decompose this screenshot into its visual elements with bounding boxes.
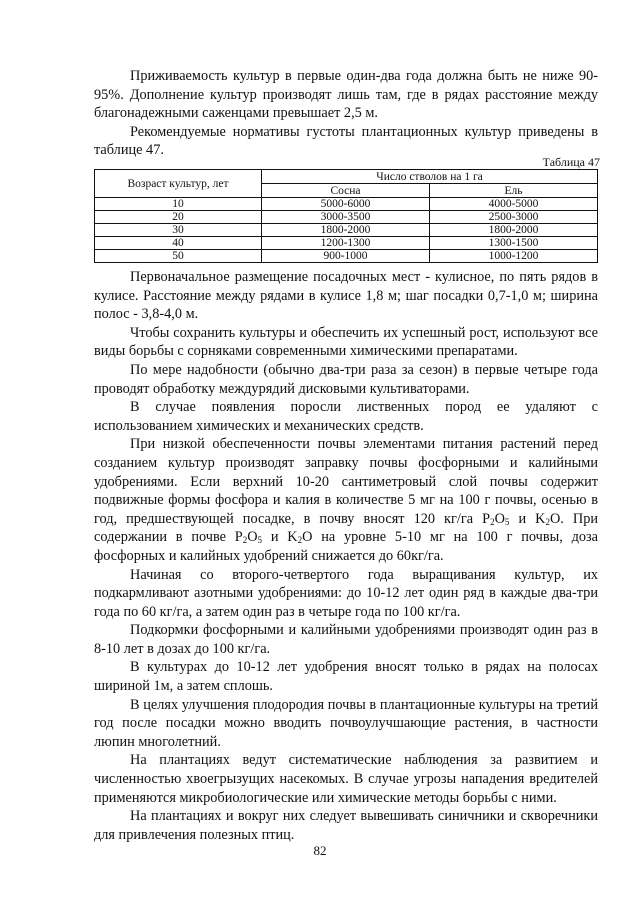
table-row <box>95 224 598 237</box>
paragraph-cultivation: По мере надобности (обычно два-три раза за сезон) в первые четыре года проводят обработку междурядий дисковыми культиваторами. <box>94 361 598 397</box>
density-table <box>94 169 598 263</box>
table-caption: Таблица 47 <box>542 155 600 169</box>
cell-pine: 3000-3500 <box>262 211 430 224</box>
cell-age: 30 <box>95 224 262 237</box>
paragraph-lupin: В целях улучшения плодородия почвы в плантационные культуры на третий год после посадки можно вводить почвоулучшающие растения, в частности люпин многолетний. <box>94 696 598 750</box>
page-number: 82 <box>313 843 327 858</box>
paragraph-rows: В культурах до 10-12 лет удобрения вносят только в рядах на полосах шириной 1м, а затем сплошь. <box>94 659 598 695</box>
paragraph-nitrogen: Начиная со второго-четвертого года выращивания культур, их подкармливают азотными удобрениями: до 10-12 лет один ряд в каждые два-три года по 60 кг/га, а затем один раз в четыре года по 100 кг/га. <box>94 566 598 620</box>
header-trunks: Число стволов на 1 га <box>262 170 598 184</box>
paragraph-fertilizer: При низкой обеспеченности почвы элементами питания растений перед созданием культур производят заправку почвы фосфорными и калийными удобрениями. Если верхний 10-20 сантиметровый слой почвы содержит подвижные формы фосфора и калия в количестве 5 мг на 100 г почвы, осенью в год, предшествующей посадке, в почву вносят 120 кг/га $P_2O_5$ и $K_2O$. При содержании в почве $P_2O_5$ и $K_2O$ на уровне 5-10 мг на 100 г почвы, доза фосфорных и калийных удобрений снижается до 60кг/га. <box>94 436 599 564</box>
cell-pine: 5000-6000 <box>262 198 430 211</box>
formula-p2o5-2: $P_2O_5$ <box>234 529 263 546</box>
paragraph-birds: На плантациях и вокруг них следует вывешивать синичники и скворечники для привлечения полезных птиц. <box>94 808 598 843</box>
fertilizer-text-c: на уровне 5-10 мг на 100 г почвы, доза фосфорных и калийных удобрений снижается до 60кг/га. <box>94 529 598 564</box>
paragraph-sprouts: В случае появления поросли лиственных пород ее удаляют с использованием химических и механических средств. <box>94 399 598 434</box>
paragraph-phosphorus: Подкормки фосфорными и калийными удобрениями производят один раз в 8-10 лет в дозах до 100 кг/га. <box>94 622 598 657</box>
paragraph-survival: Приживаемость культур в первые один-два года должна быть не ниже 90-95%. Дополнение культур производят лишь там, где в рядах расстояние между благонадежными саженцами превышает 2,5 м. <box>94 68 598 122</box>
paragraph-table-ref: Рекомендуемые нормативы густоты плантационных культур приведены в таблице 47. <box>94 123 598 159</box>
cell-age: 20 <box>95 211 262 224</box>
body-text <box>94 268 598 844</box>
fertilizer-text-a: При низкой обеспеченности почвы элементами питания растений перед созданием культур производят заправку почвы фосфорными и калийными удобрениями. Если верхний 10-20 сантиметровый слой почвы содержит подвижные формы фосфора и калия в количестве 5 мг на 100 г почвы, осенью в год, предшествующей посадке, в почву вносят 120 кг/га <box>94 436 598 527</box>
cell-spruce: 2500-3000 <box>430 211 598 224</box>
formula-k2o: $K_2O$. <box>535 510 564 527</box>
intro-text <box>94 67 598 160</box>
cell-spruce: 4000-5000 <box>430 198 598 211</box>
formula-p2o5: $P_2O_5$ <box>482 510 510 527</box>
cell-pine: 1200-1300 <box>262 237 430 250</box>
header-age: Возраст культур, лет <box>95 170 262 198</box>
cell-pine: 1800-2000 <box>262 224 430 237</box>
paragraph-weeds: Чтобы сохранить культуры и обеспечить их успешный рост, используют все виды борьбы с сорняками современными химическими препаратами. <box>94 324 598 360</box>
cell-pine: 900-1000 <box>262 250 430 263</box>
cell-spruce: 1800-2000 <box>430 224 598 237</box>
cell-age: 10 <box>95 198 262 211</box>
cell-spruce: 1300-1500 <box>430 237 598 250</box>
table-row <box>95 198 598 211</box>
paragraph-placement: Первоначальное размещение посадочных мест - кулисное, по пять рядов в кулисе. Расстояние между рядами в кулисе 1,8 м; шаг посадки 0,7-1,0 м; ширина полос - 3,8-4,0 м. <box>94 269 598 323</box>
table-row <box>95 250 598 263</box>
header-spruce: Ель <box>430 184 598 198</box>
cell-age: 40 <box>95 237 262 250</box>
header-pine: Сосна <box>262 184 430 198</box>
fertilizer-text-b: При содержании в почве <box>94 510 599 546</box>
formula-k2o-2: $K_2O$ <box>287 529 313 546</box>
table-row <box>95 237 598 250</box>
cell-age: 50 <box>95 250 262 263</box>
table-row <box>95 211 598 224</box>
paragraph-insects: На плантациях ведут систематические наблюдения за развитием и численностью хвоегрызущих насекомых. В случае угрозы нападения вредителей применяются микробиологические или химические методы борьбы с ними. <box>94 752 598 806</box>
cell-spruce: 1000-1200 <box>430 250 598 263</box>
